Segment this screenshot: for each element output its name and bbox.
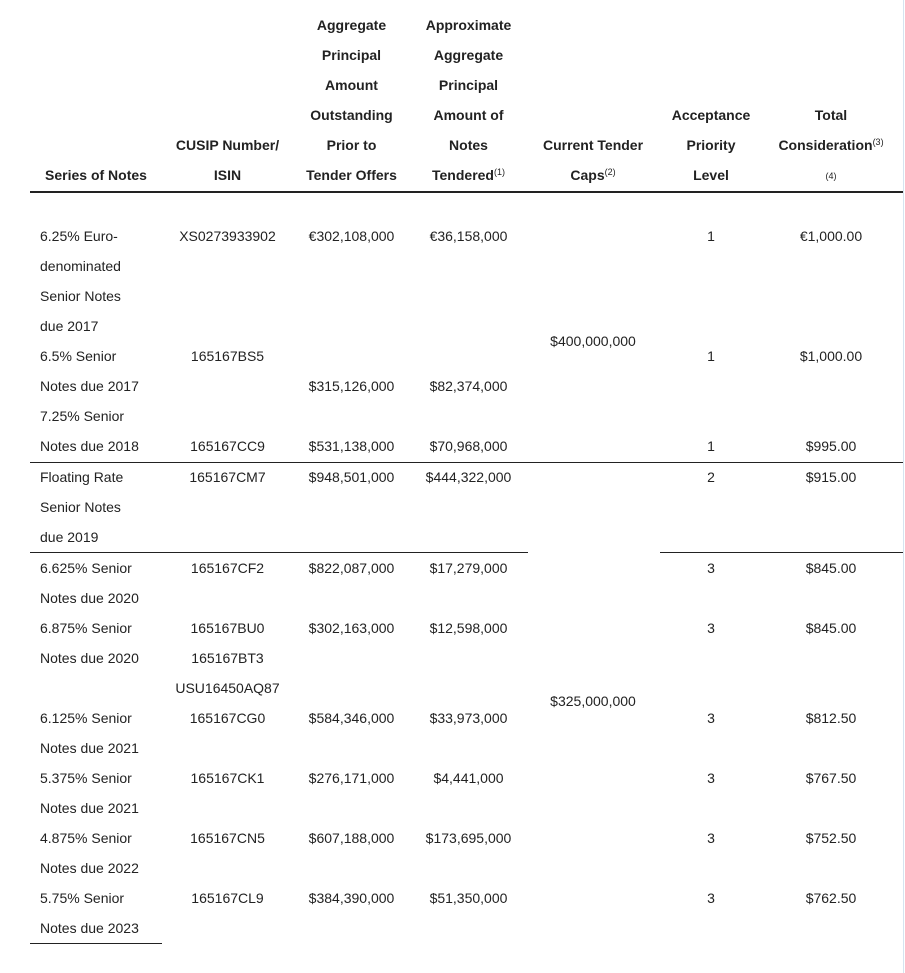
priority-level: 1 <box>707 348 715 364</box>
series-name: 5.75% Senior Notes due 2023 <box>40 890 139 936</box>
header-total-consideration: Total Consideration$^{(3)}$ $^{(4)}$ <box>778 107 884 181</box>
total-consideration: $1,000.00 <box>799 348 863 364</box>
total-consideration: $845.00 <box>805 560 857 576</box>
priority-level: 3 <box>707 710 715 726</box>
total-consideration: $995.00 <box>805 438 857 454</box>
outstanding-amount: $584,346,000 <box>308 710 395 726</box>
outstanding-amount: $822,087,000 <box>308 560 395 576</box>
priority-level: 3 <box>707 830 715 846</box>
outstanding-amount: $531,138,000 <box>308 438 395 454</box>
outstanding-amount: $607,188,000 <box>308 830 395 846</box>
tendered-amount: $70,968,000 <box>429 438 508 454</box>
tendered-amount: $17,279,000 <box>429 560 508 576</box>
header-rule <box>30 191 903 193</box>
tendered-amount: $51,350,000 <box>429 890 508 906</box>
total-consideration: $767.50 <box>805 770 857 786</box>
header-aggregate-principal: Aggregate Principal Amount Outstanding Prior to Tender Offers <box>306 17 397 183</box>
priority-level: 2 <box>707 469 715 485</box>
tendered-amount: $33,973,000 <box>429 710 508 726</box>
header-approx-tendered: Approximate Aggregate Principal Amount of Notes Tendered$^{(1)}$ <box>425 17 512 183</box>
header-series: Series of Notes <box>45 167 147 183</box>
cusip: 165167CK1 <box>190 770 265 786</box>
total-consideration: $915.00 <box>805 469 857 485</box>
cusip: 165167BU0 165167BT3 USU16450AQ87 <box>175 620 280 696</box>
cusip: 165167CF2 <box>190 560 265 576</box>
total-consideration: $752.50 <box>805 830 857 846</box>
priority-level: 3 <box>707 770 715 786</box>
cusip: 165167CC9 <box>190 438 265 454</box>
series-name: 6.625% Senior Notes due 2020 <box>40 560 139 606</box>
priority-level: 1 <box>707 438 715 454</box>
priority-level: 3 <box>707 620 715 636</box>
outstanding-amount: $315,126,000 <box>308 378 395 394</box>
cusip: 165167CG0 <box>189 710 266 726</box>
cusip: XS0273933902 <box>179 228 276 244</box>
tendered-amount: $82,374,000 <box>429 378 508 394</box>
priority-level: 3 <box>707 560 715 576</box>
outstanding-amount: €302,108,000 <box>308 228 395 244</box>
cusip: 165167CL9 <box>191 890 264 906</box>
header-acceptance-priority: Acceptance Priority Level <box>671 107 751 183</box>
priority-level: 3 <box>707 890 715 906</box>
header-tender-caps: Current Tender Caps$^{(2)}$ <box>542 137 644 183</box>
outstanding-amount: $384,390,000 <box>308 890 395 906</box>
tender-cap-group-2: $325,000,000 <box>550 693 636 709</box>
tendered-amount: $12,598,000 <box>429 620 508 636</box>
priority-level: 1 <box>707 228 715 244</box>
series-name: 7.25% Senior Notes due 2018 <box>40 408 139 454</box>
total-consideration: $845.00 <box>805 620 857 636</box>
series-name: 6.5% Senior Notes due 2017 <box>40 348 139 394</box>
tender-cap-group-1: $400,000,000 <box>550 333 636 349</box>
header-cusip: CUSIP Number/ ISIN <box>175 137 280 183</box>
page-edge-rule <box>903 0 904 973</box>
tendered-amount: €36,158,000 <box>429 228 508 244</box>
series-name: 6.125% Senior Notes due 2021 <box>40 710 139 756</box>
tendered-amount: $173,695,000 <box>425 830 512 846</box>
series-name: 6.25% Euro- denominated Senior Notes due 2017 <box>40 228 121 334</box>
table-bottom-rule <box>30 943 162 944</box>
series-name: 5.375% Senior Notes due 2021 <box>40 770 139 816</box>
series-name: 4.875% Senior Notes due 2022 <box>40 830 139 876</box>
tendered-amount: $4,441,000 <box>433 770 504 786</box>
total-consideration: €1,000.00 <box>799 228 863 244</box>
total-consideration: $762.50 <box>805 890 857 906</box>
cusip: 165167CN5 <box>190 830 265 846</box>
total-consideration: $812.50 <box>805 710 857 726</box>
outstanding-amount: $276,171,000 <box>308 770 395 786</box>
cusip: 165167BS5 <box>190 348 265 364</box>
outstanding-amount: $302,163,000 <box>308 620 395 636</box>
series-name: Floating Rate Senior Notes due 2019 <box>40 469 124 545</box>
tendered-amount: $444,322,000 <box>425 469 512 485</box>
cusip: 165167CM7 <box>189 469 266 485</box>
series-name: 6.875% Senior Notes due 2020 <box>40 620 139 666</box>
outstanding-amount: $948,501,000 <box>308 469 395 485</box>
